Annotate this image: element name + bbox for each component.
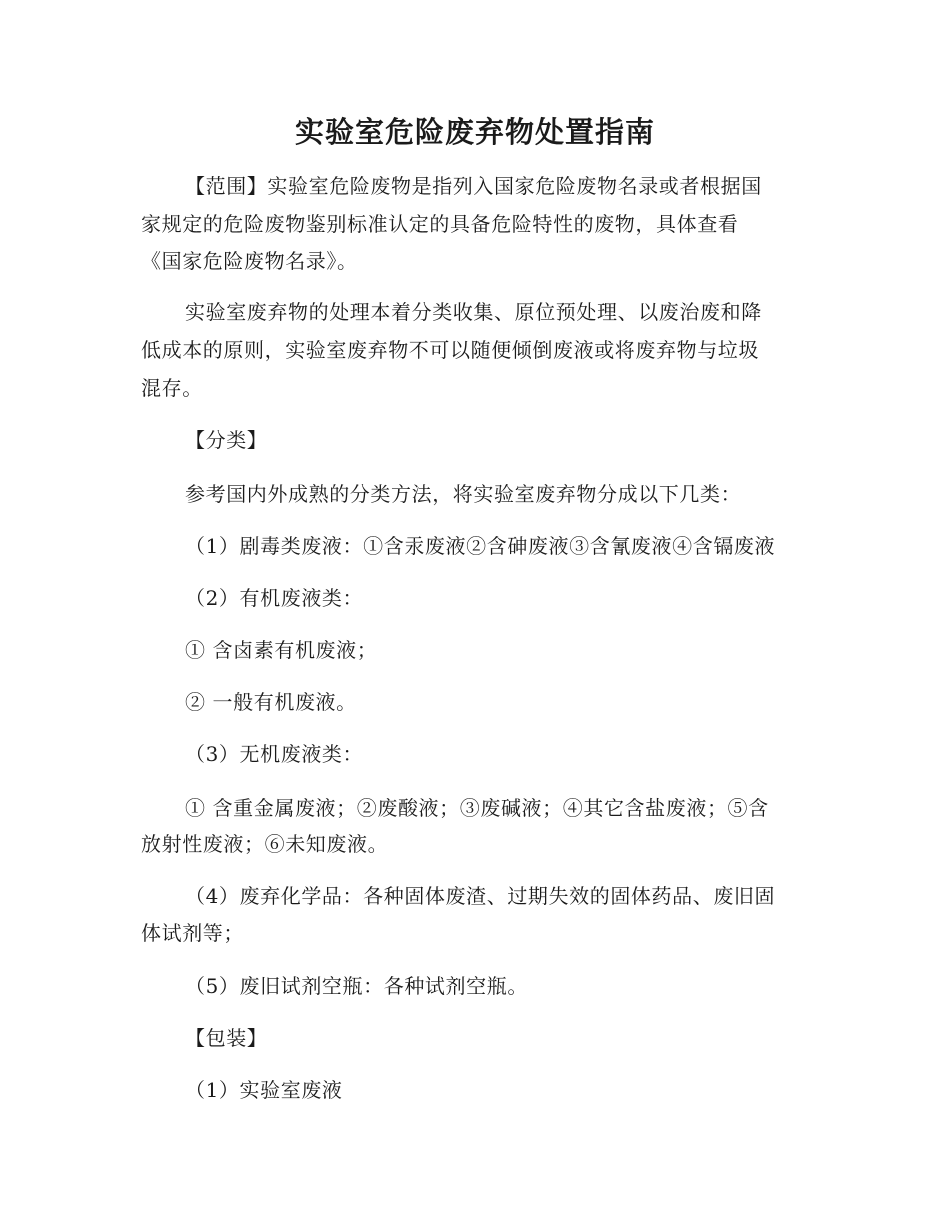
category-4-waste-chemicals-line-2: 体试剂等； <box>141 921 244 945</box>
organic-subitem-1: ① 含卤素有机废液； <box>185 638 378 662</box>
section-heading-packaging: 【包装】 <box>185 1026 268 1050</box>
principle-paragraph-line-3: 混存。 <box>141 376 203 400</box>
inorganic-items-line-1: ① 含重金属废液；②废酸液；③废碱液；④其它含盐废液；⑤含 <box>185 796 769 820</box>
inorganic-items-line-2: 放射性废液；⑥未知废液。 <box>141 832 389 856</box>
classification-intro: 参考国内外成熟的分类方法，将实验室废弃物分成以下几类： <box>185 482 742 506</box>
category-3-inorganic-liquids: （3）无机废液类： <box>185 742 364 766</box>
scope-paragraph-line-3: 《国家危险废物名录》。 <box>141 249 358 273</box>
category-1-toxic-liquids: （1）剧毒类废液：①含汞废液②含砷废液③含氰废液④含镉废液 <box>185 534 776 558</box>
principle-paragraph-line-2: 低成本的原则，实验室废弃物不可以随便倾倒废液或将废弃物与垃圾 <box>141 338 759 362</box>
principle-paragraph-line-1: 实验室废弃物的处理本着分类收集、原位预处理、以废治废和降 <box>185 300 762 324</box>
scope-paragraph-line-1: 【范围】实验室危险废物是指列入国家危险废物名录或者根据国 <box>185 174 762 198</box>
organic-subitem-2: ② 一般有机废液。 <box>185 690 357 714</box>
document-title: 实验室危险废弃物处置指南 <box>294 115 655 149</box>
category-4-waste-chemicals-line-1: （4）废弃化学品：各种固体废渣、过期失效的固体药品、废旧固 <box>185 884 776 908</box>
category-5-empty-bottles: （5）废旧试剂空瓶：各种试剂空瓶。 <box>185 974 528 998</box>
packaging-item-1: （1）实验室废液 <box>185 1078 343 1102</box>
section-heading-classification: 【分类】 <box>185 428 268 452</box>
category-2-organic-liquids: （2）有机废液类： <box>185 586 364 610</box>
scope-paragraph-line-2: 家规定的危险废物鉴别标准认定的具备危险特性的废物，具体查看 <box>141 212 739 236</box>
